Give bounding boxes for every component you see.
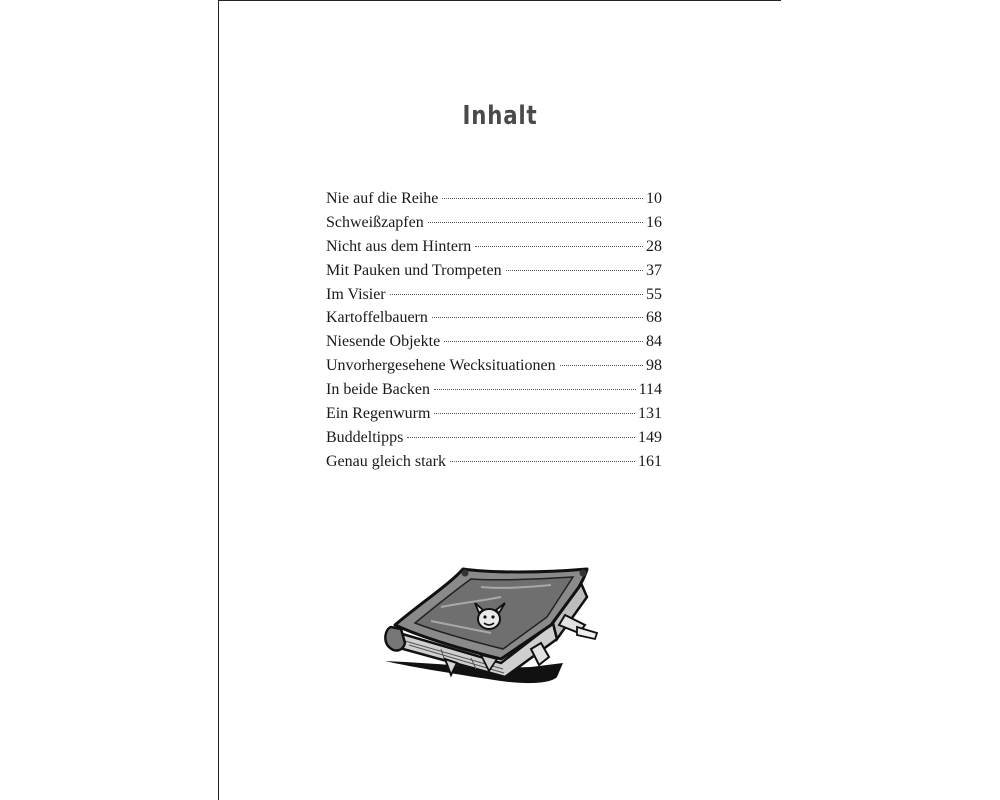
toc-entry-title: Schweißzapfen (326, 213, 424, 231)
toc-entry (326, 306, 662, 330)
toc-entry (326, 259, 662, 283)
toc-entry-page: 55 (646, 285, 662, 303)
toc-entry-title: Nie auf die Reihe (326, 190, 439, 207)
toc-dot-leader (390, 294, 643, 295)
toc-entry-page: 131 (638, 405, 662, 423)
toc-entry (326, 211, 662, 235)
table-of-contents (326, 187, 662, 474)
toc-entry-title: In beide Backen (326, 381, 430, 399)
toc-entry-title: Unvorhergesehene Wecksituationen (326, 357, 556, 375)
toc-entry-page: 84 (646, 333, 662, 351)
toc-entry-title: Niesende Objekte (326, 333, 441, 351)
toc-dot-leader (450, 461, 635, 462)
toc-entry (326, 402, 662, 426)
toc-dot-leader (407, 437, 635, 438)
toc-entry (326, 235, 662, 259)
toc-entry-title: Im Visier (326, 285, 386, 303)
old-book-illustration (381, 563, 609, 691)
toc-entry-page: 149 (638, 428, 662, 446)
toc-entry (326, 450, 662, 474)
book-page (218, 0, 781, 800)
toc-dot-leader (444, 341, 643, 342)
toc-entry (326, 330, 662, 354)
toc-entry-title: Kartoffelbauern (326, 309, 428, 327)
toc-dot-leader (432, 317, 643, 318)
toc-dot-leader (434, 413, 635, 414)
toc-entry-page: 10 (646, 190, 662, 207)
toc-dot-leader (560, 365, 643, 366)
toc-dot-leader (428, 222, 643, 223)
toc-entry (326, 426, 662, 450)
toc-entry-title: Nicht aus dem Hintern (326, 237, 472, 255)
toc-dot-leader (475, 246, 643, 247)
page-title: Inhalt (462, 101, 538, 131)
toc-entry-page: 161 (638, 452, 662, 470)
toc-entry (326, 283, 662, 307)
toc-entry-title: Buddeltipps (326, 428, 404, 446)
toc-entry-page: 114 (638, 381, 662, 399)
toc-dot-leader (442, 198, 643, 199)
toc-entry-title: Genau gleich stark (326, 452, 446, 470)
toc-entry (326, 378, 662, 402)
toc-entry-page: 28 (646, 237, 662, 255)
toc-entry (326, 354, 662, 378)
toc-entry-title: Mit Pauken und Trompeten (326, 261, 502, 279)
toc-entry-page: 68 (646, 309, 662, 327)
toc-dot-leader (434, 389, 636, 390)
toc-dot-leader (506, 270, 643, 271)
toc-entry (326, 187, 662, 211)
toc-entry-page: 37 (646, 261, 662, 279)
toc-entry-title: Ein Regenwurm (326, 405, 431, 423)
toc-entry-page: 98 (646, 357, 662, 375)
toc-entry-page: 16 (646, 213, 662, 231)
